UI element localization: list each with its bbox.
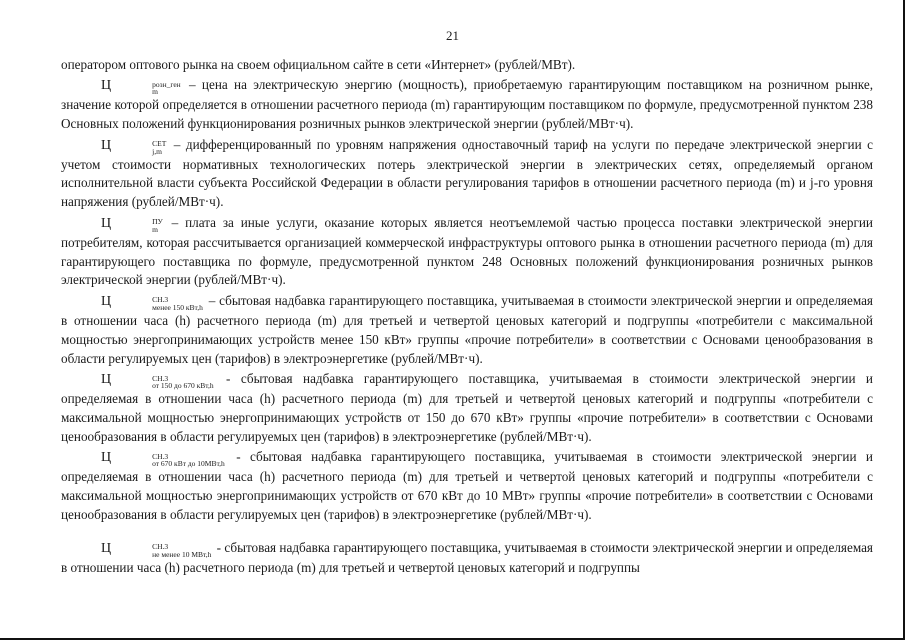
superscript: СН.3 xyxy=(152,542,169,552)
page-number: 21 xyxy=(446,28,459,43)
definition-text: - сбытовая надбавка гарантирующего поставщика, учитываемая в стоимости электрической энергии и определяемая в отношении часа (h) расчетного периода (m) для третьей и четвертой ценовых категорий и подгруппы xyxy=(61,539,873,575)
subscript: от 150 до 670 кВт,h xyxy=(152,381,214,390)
symbol: Ц xyxy=(101,215,112,231)
symbol-indices xyxy=(112,81,181,96)
subscript: j,m xyxy=(152,146,162,156)
document-body xyxy=(61,56,873,579)
subscript: не менее 10 МВт,h xyxy=(152,549,212,559)
definition-text: - сбытовая надбавка гарантирующего поставщика, учитываемая в стоимости электрической энергии и определяемая в отношении часа (h) расчетного периода (m) для третьей и четвертой ценовых категорий и подгруппы «потребители с максимальной мощностью энергопринимающих устройств от 670 кВт до 10 МВт» группы «прочие потребители» в соответствии с Основами ценообразования в области регулируемых цен (тарифов) в электроэнергетике (рублей/МВт·ч). xyxy=(61,449,873,522)
symbol: Ц xyxy=(101,450,112,466)
subscript: m xyxy=(152,87,158,97)
definition-text: - сбытовая надбавка гарантирующего поставщика, учитываемая в стоимости электрической энергии и определяемая в отношении часа (h) расчетного периода (m) для третьей и четвертой ценовых категорий и подгруппы «потребители с максимальной мощностью энергопринимающих устройств от 150 до 670 кВт» группы «прочие потребители» в соответствии с Основами ценообразования в области регулируемых цен (тарифов) в электроэнергетике (рублей/МВт·ч). xyxy=(61,371,873,444)
definition-text: – сбытовая надбавка гарантирующего поставщика, учитываемая в стоимости электрической энергии и определяемая в отношении часа (h) расчетного периода (m) для третьей и четвертой ценовых категорий и подгруппы «потребители с максимальной мощностью энергопринимающих устройств менее 150 кВт» группы «прочие потребители» в соответствии с Основами ценообразования в области регулируемых цен (тарифов) в электроэнергетике (рублей/МВт·ч). xyxy=(61,292,873,366)
symbol-indices xyxy=(112,375,213,390)
symbol-indices xyxy=(112,453,225,468)
symbol: Ц xyxy=(101,78,112,94)
definition-text: – плата за иные услуги, оказание которых является неотъемлемой частью процесса поставки электрической энергии потребителям, которая рассчитывается организацией коммерческой инфраструктуры оптового рынка в отношении расчетного периода (m) для гарантирующего поставщика по формуле, предусмотренной пунктом 248 Основных положений функционирования розничных рынков электрической энергии (рублей/МВт·ч). xyxy=(61,214,873,288)
definition-price-retail xyxy=(61,76,873,134)
superscript: ПУ xyxy=(152,217,163,227)
superscript: СЕТ xyxy=(152,139,167,149)
symbol-indices xyxy=(112,218,163,233)
subscript: m xyxy=(152,224,158,234)
subscript: менее 150 кВт,h xyxy=(152,302,203,312)
symbol: Ц xyxy=(101,372,112,387)
definition-markup-670kw-10mw xyxy=(61,448,873,525)
intro-paragraph: оператором оптового рынка на своем официальном сайте в сети «Интернет» (рублей/МВт). xyxy=(61,57,576,72)
symbol: Ц xyxy=(101,137,112,153)
symbol-indices xyxy=(112,543,211,558)
symbol-indices xyxy=(112,140,166,155)
definition-tariff-transmission xyxy=(61,136,873,213)
symbol: Ц xyxy=(101,540,112,556)
subscript: от 670 кВт до 10МВт,h xyxy=(152,459,225,469)
definition-text: – дифференцированный по уровням напряжения одноставочный тариф на услуги по передаче электрической энергии с учетом стоимости нормативных технологических потерь электрической энергии в электрических сетях, определяемый органом исполнительной власти субъекта Российской Федерации в области регулирования тарифов в отношении расчетного периода (m) и j-го уровня напряжения (рублей/МВт·ч). xyxy=(61,136,873,210)
superscript: СН.3 xyxy=(152,373,169,383)
symbol-indices xyxy=(112,296,203,311)
definition-markup-under-150kw xyxy=(61,292,873,369)
symbol: Ц xyxy=(101,293,112,309)
definition-other-services xyxy=(61,214,873,291)
definition-text: – цена на электрическую энергию (мощность), приобретаемую гарантирующим поставщиком на розничном рынке, значение которой определяется в отношении расчетного периода (m) гарантирующим поставщиком по формуле, предусмотренной пунктом 238 Основных положений функционирования розничных рынков электрической энергии (рублей/МВт·ч). xyxy=(61,77,873,132)
definition-markup-150-670kw xyxy=(61,370,873,447)
superscript: СН.3 xyxy=(152,451,169,461)
superscript: розн_ген xyxy=(152,79,181,89)
definition-markup-over-10mw xyxy=(61,539,873,578)
superscript: СН.3 xyxy=(152,295,169,305)
